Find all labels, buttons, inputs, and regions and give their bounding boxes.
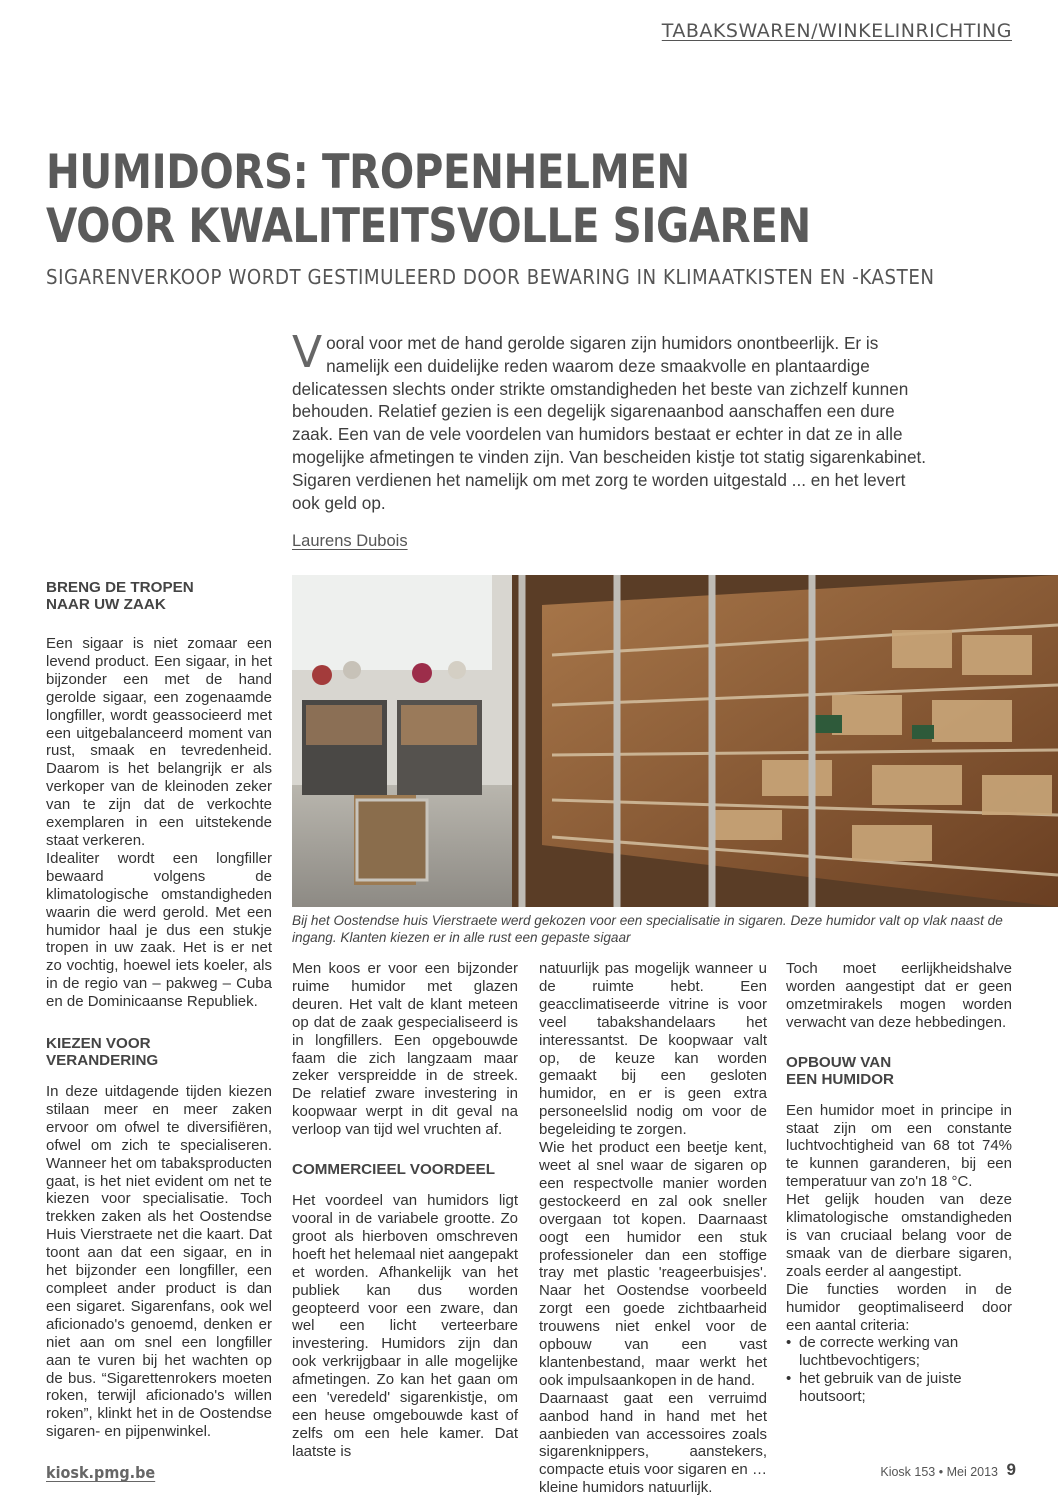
intro-text: ooral voor met de hand gerolde sigaren zijn humidors onontbeerlijk. Er is namelijk een duidelijke reden waarom deze smaakvolle en plantaardige delicatessen slechts onder strikte omstandigheden het beste van zichzelf kunnen behouden. Relatief gezien is een degelijk sigarenaanbod aanschaffen een dure zaak. Een van de vele voordelen van humidors bestaat er echter in dat ze in alle mogelijke afmetingen te vinden zijn. Van bescheiden kistje tot statig sigarenkabinet. Sigaren verdienen het namelijk om met zorg te worden uitgestald ... en het levert ook geld op. [292, 333, 927, 513]
article-title [46, 146, 872, 254]
column-2 [292, 960, 518, 1461]
title-line-1: HUMIDORS: TROPENHELMEN [46, 145, 690, 200]
page-number: 9 [1006, 1460, 1016, 1479]
photo-caption: Bij het Oostendse huis Vierstraete werd gekozen voor een specialisatie in sigaren. Deze humidor valt op vlak naast de ingang. Klanten kiezen er in alle rust een gepaste sigaar [292, 913, 1003, 945]
paragraph: Toch moet eerlijkheidshalve worden aangestipt dat er geen omzetmirakels mogen worden verwacht van deze hebbedingen. [786, 960, 1012, 1031]
author-byline: Laurens Dubois [292, 532, 408, 550]
paragraph: Men koos er voor een bijzonder ruime humidor met glazen deuren. Het valt de klant meteen op dat de zaak gespecialiseerd is in longfillers. Een opgebouwde faam die zich langzaam maar zeker verspreidde in de streek. De relatief zware investering in koopwaar werpt in dit geval na verloop van tijd wel vruchten af. [292, 960, 518, 1139]
drop-cap: V [292, 327, 323, 378]
article-subtitle: SIGARENVERKOOP WORDT GESTIMULEERD DOOR BEWARING IN KLIMAATKISTEN EN -KASTEN [46, 265, 935, 289]
paragraph: Een sigaar is niet zomaar een levend product. Een sigaar, in het bijzonder een met de hand gerolde sigaar, een zogenaamde longfiller, wordt geassocieerd met een uitgebalanceerd moment van rust, smaak en tevredenheid. Daarom is het belangrijk er als verkoper van de kleinoden zeker van te zijn dat de verkochte exemplaren in een uitstekende staat verkeren. [46, 635, 272, 849]
column-3 [539, 960, 767, 1497]
heading-kiezen-voor-verandering: KIEZEN VOOR VERANDERING [46, 1035, 159, 1070]
humidor-photo [292, 575, 1058, 907]
heading-opbouw-van-een-humidor: OPBOUW VAN EEN HUMIDOR [786, 1053, 895, 1088]
column-1 [46, 579, 272, 1441]
paragraph: Het voordeel van humidors ligt vooral in de variabele grootte. Zo groot als hierboven omschreven hoeft het helemaal niet aangepakt et worden. Afhankelijk van het publiek kan dus worden geopteerd voor een zware, dan wel een licht verteerbare investering. Humidors zijn dan ook verkrijgbaar in alle mogelijke afmetingen. Zo kan het gaan om een 'veredeld' sigarenkistje, om een heuse omgebouwde kast of zelfs om een hele kamer. Dat laatste is [292, 1192, 519, 1460]
list-item: • de correcte werking van luchtbevochtigers; [786, 1334, 1012, 1370]
column-4 [786, 960, 1012, 1406]
paragraph: In deze uitdagende tijden kiezen stilaan meer en meer zaken ervoor om ofwel te diversifiëren, ofwel om zich te specialiseren. Wanneer het om tabaksproducten gaat, is het niet evident om net te kiezen voor specialisatie. Toch trekken zaken als het Oostendse Huis Vierstraete net die kaart. Dat toont aan dat een sigaar, en in het bijzonder een longfiller, een compleet ander product is dan een sigaret. Sigarenfans, ook wel aficionado's genoemd, denken er niet aan om snel een longfiller aan te vuren bij het wachten op de bus. “Sigarettenrokers moeten roken, terwijl aficionado's willen roken”, klinkt het in de Oostendse sigaren- en pijpenwinkel. [46, 1083, 272, 1441]
list-item: • het gebruik van de juiste houtsoort; [786, 1370, 1012, 1406]
paragraph: Wie het product een beetje kent, weet al snel waar de sigaren op een respectvolle manier worden gestockeerd en zal ook sneller overgaan tot kopen. Daarnaast oogt een humidor een stuk professioneler dan een stoffige tray met plastic 'reageerbuisjes'. Naar het Oostendse voorbeeld zorgt een goede zichtbaarheid trouwens niet enkel voor de opbouw van een vast klantenbestand, maar werkt het ook impulsaankopen in de hand. [539, 1139, 767, 1389]
paragraph: Die functies worden in de humidor geoptimaliseerd door een aantal criteria: [786, 1280, 1012, 1334]
paragraph: Het gelijk houden van deze klimatologische omstandigheden is van cruciaal belang voor de smaak van de dierbare sigaren, zoals eerder al aangestipt. [786, 1191, 1012, 1280]
heading-commercieel-voordeel: COMMERCIEEL VOORDEEL [292, 1161, 496, 1179]
paragraph: natuurlijk pas mogelijk wanneer u de ruimte hebt. Een geacclimatiseerde vitrine is voor veel tabakshandelaars het interessantst. De koopwaar valt op, de keuze kan worden gemaakt bij een gesloten humidor, en er is geen extra personeelslid nodig om voor de begeleiding te zorgen. [539, 960, 767, 1139]
paragraph: Daarnaast gaat een verruimd aanbod hand in hand met het aanbieden van accessoires zoals sigarenknippers, aanstekers, compacte etuis voor sigaren en … kleine humidors natuurlijk. [539, 1389, 767, 1497]
heading-breng-de-tropen: BRENG DE TROPEN NAAR UW ZAAK [46, 579, 194, 613]
footer-issue-info: Kiosk 153 • Mei 2013 [880, 1465, 998, 1479]
paragraph: Idealiter wordt een longfiller bewaard volgens de klimatologische omstandigheden waarin die werd gerold. Met een humidor haal je dus een stukje tropen in uw zaak. Het is er net zo vochtig, hoewel iets koeler, als in de regio van – pakweg – Cuba en de Dominicaanse Republiek. [46, 849, 272, 1011]
intro-paragraph [292, 327, 932, 514]
section-label: TABAKSWAREN/WINKELINRICHTING [661, 20, 1012, 42]
criteria-list [786, 1334, 1012, 1406]
footer-website-link[interactable]: kiosk.pmg.be [46, 1463, 156, 1482]
title-line-2: VOOR KWALITEITSVOLLE SIGAREN [46, 199, 811, 254]
paragraph: Een humidor moet in principe in staat zijn om een constante luchtvochtigheid van 68 tot 74% te kunnen garanderen, bij een temperatuur van zo'n 18 °C. [786, 1101, 1012, 1191]
humidor-shop-illustration [292, 575, 1058, 907]
